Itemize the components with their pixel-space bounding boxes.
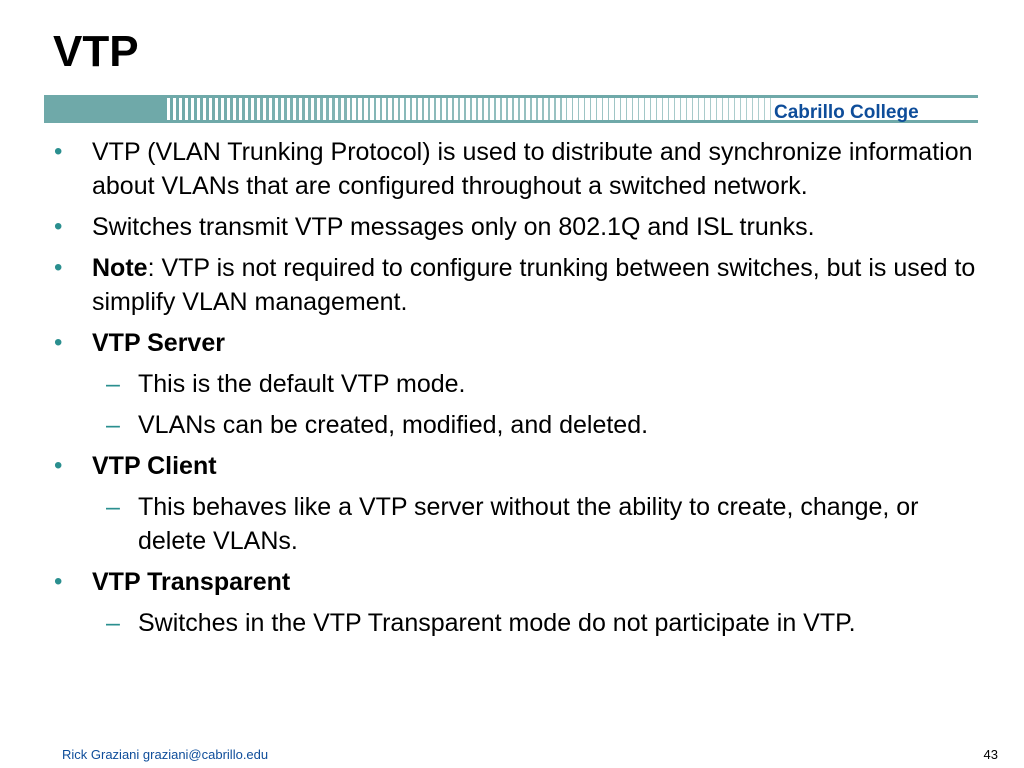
banner-stripe [458, 98, 460, 120]
dash-icon: – [106, 609, 120, 637]
banner-stripe [542, 98, 544, 120]
banner-stripe [434, 98, 436, 120]
banner-stripe [566, 98, 567, 120]
slide-content [54, 135, 984, 647]
banner-stripe [626, 98, 627, 120]
banner-stripe [218, 98, 221, 120]
footer-author: Rick Graziani graziani@cabrillo.edu [62, 747, 269, 762]
banner-stripe [734, 98, 735, 120]
banner-stripe [308, 98, 311, 120]
banner-stripe [464, 98, 466, 120]
banner-stripe [374, 98, 376, 120]
banner-stripe [494, 98, 496, 120]
banner-stripe [212, 98, 215, 120]
banner-stripe [548, 98, 550, 120]
banner-stripe [188, 98, 191, 120]
banner-stripe [416, 98, 418, 120]
banner-stripes [164, 98, 771, 120]
banner-stripe [752, 98, 753, 120]
banner-stripe [404, 98, 406, 120]
banner-stripe [290, 98, 293, 120]
banner-stripe [182, 98, 185, 120]
banner-stripe [710, 98, 711, 120]
bullet-icon: • [54, 138, 63, 165]
banner-stripe [440, 98, 442, 120]
sub-bullet-text: This is the default VTP mode. [138, 370, 466, 398]
sub-bullet-item [54, 490, 984, 558]
sub-bullet-text: Switches in the VTP Transparent mode do not participate in VTP. [138, 609, 856, 637]
banner-stripe [380, 98, 382, 120]
banner-stripe [584, 98, 585, 120]
banner-stripe [680, 98, 681, 120]
banner-stripe [704, 98, 705, 120]
banner-stripe [740, 98, 741, 120]
banner-stripe [506, 98, 508, 120]
banner-stripe [674, 98, 675, 120]
bullet-heading: VTP Transparent [92, 568, 291, 596]
banner-stripe [164, 98, 167, 120]
dash-icon: – [106, 493, 120, 521]
bullet-icon: • [54, 254, 63, 281]
banner-stripe [314, 98, 317, 120]
banner-stripe [668, 98, 669, 120]
note-label: Note [92, 254, 148, 282]
page-number: 43 [983, 747, 998, 762]
banner-stripe [692, 98, 693, 120]
bullet-text: VTP (VLAN Trunking Protocol) is used to distribute and synchronize information about VLANs that are configured throughout a switched network. [92, 138, 973, 200]
banner-stripe [470, 98, 472, 120]
bullet-item [54, 135, 984, 203]
bullet-heading: VTP Client [92, 452, 217, 480]
banner-stripe [410, 98, 412, 120]
banner-stripe [746, 98, 747, 120]
banner-stripe [386, 98, 388, 120]
banner-stripe [698, 98, 699, 120]
banner-stripe [266, 98, 269, 120]
banner-stripe [614, 98, 615, 120]
banner-stripe [728, 98, 729, 120]
banner-stripe [686, 98, 687, 120]
banner-stripe [638, 98, 639, 120]
sub-bullet-text: This behaves like a VTP server without the ability to create, change, or delete VLANs. [138, 493, 919, 555]
banner-stripe [488, 98, 490, 120]
banner-stripe [230, 98, 233, 120]
banner-stripe [320, 98, 323, 120]
banner-stripe [356, 98, 358, 120]
banner-stripe [326, 98, 329, 120]
bullet-item-vtp-client [54, 449, 984, 483]
banner-stripe [176, 98, 179, 120]
banner-stripe [272, 98, 275, 120]
banner-stripe [518, 98, 520, 120]
bullet-icon: • [54, 329, 63, 356]
banner-stripe [644, 98, 645, 120]
bullet-icon: • [54, 568, 63, 595]
bullet-item-vtp-transparent [54, 565, 984, 599]
banner-stripe [722, 98, 723, 120]
banner-stripe [536, 98, 538, 120]
banner-solid-block [44, 98, 164, 120]
banner-stripe [482, 98, 484, 120]
banner-stripe [428, 98, 430, 120]
banner-stripe [608, 98, 609, 120]
bullet-item [54, 210, 984, 244]
banner-stripe [602, 98, 603, 120]
banner-stripe [512, 98, 514, 120]
banner-stripe [758, 98, 759, 120]
dash-icon: – [106, 411, 120, 439]
banner-stripe [254, 98, 257, 120]
bullet-icon: • [54, 452, 63, 479]
banner-top-line [44, 95, 978, 98]
banner-stripe [224, 98, 227, 120]
banner-stripe [560, 98, 562, 120]
banner-stripe [332, 98, 335, 120]
banner-stripe [446, 98, 448, 120]
bullet-heading: VTP Server [92, 329, 225, 357]
banner-stripe [716, 98, 717, 120]
banner-stripe [476, 98, 478, 120]
banner-stripe [248, 98, 251, 120]
banner-stripe [422, 98, 424, 120]
banner-stripe [452, 98, 454, 120]
banner-stripe [578, 98, 579, 120]
bullet-item [54, 251, 984, 319]
banner-stripe [302, 98, 305, 120]
banner-stripe [632, 98, 633, 120]
bullet-icon: • [54, 213, 63, 240]
banner-stripe [170, 98, 173, 120]
sub-bullet-item [54, 367, 984, 401]
sub-bullet-item [54, 606, 984, 640]
banner-stripe [596, 98, 597, 120]
banner-stripe [236, 98, 239, 120]
banner-stripe [500, 98, 502, 120]
banner-stripe [338, 98, 341, 120]
banner-stripe [206, 98, 209, 120]
banner-stripe [392, 98, 394, 120]
banner-stripe [344, 98, 347, 120]
banner-stripe [296, 98, 299, 120]
banner-stripe [554, 98, 556, 120]
banner-stripe [764, 98, 765, 120]
banner-stripe [362, 98, 364, 120]
banner-stripe [200, 98, 203, 120]
banner-stripe [350, 98, 352, 120]
bullet-text: : VTP is not required to configure trunking between switches, but is used to simplify VLAN management. [92, 254, 976, 316]
banner-stripe [656, 98, 657, 120]
college-logo-text: Cabrillo College [774, 102, 919, 123]
banner-stripe [662, 98, 663, 120]
slide-title: VTP [53, 27, 139, 76]
banner-stripe [242, 98, 245, 120]
banner-stripe [398, 98, 400, 120]
banner-stripe [770, 98, 771, 120]
banner-stripe [530, 98, 532, 120]
dash-icon: – [106, 370, 120, 398]
banner-stripe [278, 98, 281, 120]
banner-stripe [524, 98, 526, 120]
banner-stripe [572, 98, 573, 120]
bullet-item-vtp-server [54, 326, 984, 360]
banner-stripe [620, 98, 621, 120]
banner-stripe [284, 98, 287, 120]
banner-stripe [368, 98, 370, 120]
banner-stripe [194, 98, 197, 120]
sub-bullet-item [54, 408, 984, 442]
banner-stripe [260, 98, 263, 120]
sub-bullet-text: VLANs can be created, modified, and deleted. [138, 411, 649, 439]
banner-stripe [650, 98, 651, 120]
banner-stripe [590, 98, 591, 120]
bullet-text: Switches transmit VTP messages only on 802.1Q and ISL trunks. [92, 213, 815, 241]
